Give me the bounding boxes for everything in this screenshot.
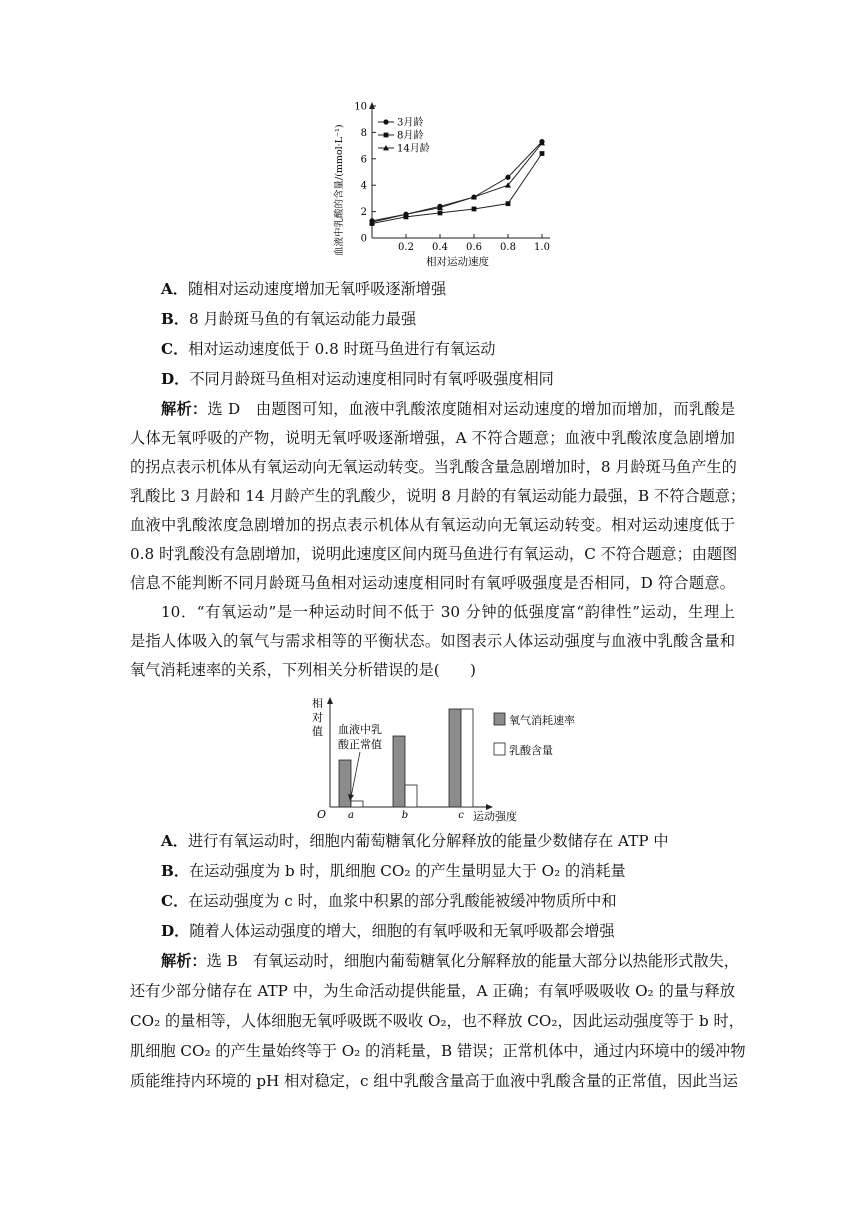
- chart2-legend-swatch: [494, 713, 505, 725]
- chart1-data-point: [472, 207, 477, 212]
- chart1-x-tick-label: 0.8: [500, 242, 516, 253]
- q9-analysis-line-3: 的拐点表示机体从有氧运动向无氧运动转变。当乳酸含量急剧增加时，8 月龄斑马鱼产生的: [130, 458, 737, 476]
- chart2-y-label: 相对值: [312, 697, 323, 738]
- chart1-data-point: [505, 175, 510, 180]
- chart1-y-tick-label: 2: [360, 207, 367, 219]
- q9-analysis-line-2: 人体无氧呼吸的产物，说明无氧呼吸逐渐增强，A 不符合题意；血液中乳酸浓度急剧增加: [130, 429, 735, 447]
- q9-option-a: A．随相对运动速度增加无氧呼吸逐渐增强: [161, 280, 447, 298]
- chart1-x-tick-label: 0.4: [432, 242, 448, 253]
- chart2-bar: [461, 709, 473, 807]
- q10-option-c: C．在运动强度为 c 时，血浆中积累的部分乳酸能被缓冲物质所中和: [161, 892, 617, 910]
- q10-analysis-line-2: 还有少部分储存在 ATP 中，为生命活动提供能量，A 正确；有氧呼吸吸收 O₂ 的量与释放: [130, 982, 735, 1000]
- chart1-legend-marker: [383, 119, 388, 124]
- chart2-legend-label: 乳酸含量: [509, 744, 553, 757]
- q10-stem-line-1: 10．“有氧运动”是一种运动时间不低于 30 分钟的低强度富“韵律性”运动，生理上: [161, 603, 735, 621]
- chart2-category-label: b: [401, 810, 409, 821]
- q10-stem-line-2: 是指人体吸入的氧气与需求相等的平衡状态。如图表示人体运动强度与血液中乳酸含量和: [130, 632, 735, 650]
- chart1-data-point: [438, 211, 443, 216]
- chart1-legend-label: 8月龄: [397, 130, 424, 142]
- q9-analysis-line-4: 乳酸比 3 月龄和 14 月龄产生的乳酸少，说明 8 月龄的有氧运动能力最强，B 不符合题意；: [130, 487, 746, 505]
- chart1-x-tick-label: 0.6: [466, 242, 482, 253]
- q9-analysis-line-6: 0.8 时乳酸没有急剧增加，说明此速度区间内斑马鱼进行有氧运动，C 不符合题意；由题图: [130, 545, 738, 563]
- chart2-x-label: 运动强度: [473, 810, 517, 823]
- q9-analysis-line-7: 信息不能判断不同月龄斑马鱼相对运动速度相同时有氧呼吸强度是否相同，D 符合题意。: [130, 574, 735, 592]
- chart2-bar: [393, 736, 405, 807]
- chart1-y-tick-label: 6: [360, 154, 367, 166]
- chart1-data-point: [540, 151, 545, 156]
- chart2-bar: [351, 801, 363, 807]
- chart2-category-label: a: [348, 810, 354, 821]
- q10-analysis-label: 解析：: [161, 952, 207, 970]
- chart1-x-tick-label: 1.0: [534, 242, 550, 253]
- chart2-bar: [339, 760, 351, 807]
- chart1-legend-label: 3月龄: [397, 117, 424, 129]
- chart1-y-tick-label: 8: [360, 127, 367, 139]
- chart2-origin: O: [317, 808, 327, 821]
- chart2-bar: [449, 709, 461, 807]
- chart1-legend-label: 14月龄: [397, 143, 430, 155]
- chart1-series-line-3: [372, 143, 542, 222]
- q9-option-c: C．相对运动速度低于 0.8 时斑马鱼进行有氧运动: [161, 340, 496, 358]
- q10-analysis-line-1: 解析：选 B 有氧运动时，细胞内葡萄糖氧化分解释放的能量大部分以热能形式散失，: [161, 952, 739, 970]
- lactate-line-chart: [330, 98, 570, 268]
- exercise-bar-chart: [308, 694, 580, 826]
- chart2-y-arrow: [327, 697, 333, 704]
- chart1-legend-marker: [384, 133, 389, 138]
- q10-stem-line-3: 氧气消耗速率的关系，下列相关分析错误的是( ): [130, 661, 476, 679]
- chart2-annotation: 血液中乳酸正常值: [338, 723, 382, 751]
- chart2-legend-swatch: [494, 743, 505, 755]
- chart2-annotation-arrow: [351, 752, 360, 797]
- q10-analysis-line-5: 质能维持内环境的 pH 相对稳定，c 组中乳酸含量高于血液中乳酸含量的正常值，因此当运: [130, 1072, 738, 1090]
- q9-option-b: B．8 月龄斑马鱼的有氧运动能力最强: [161, 310, 417, 328]
- q10-analysis-line-3: CO₂ 的量相等，人体细胞无氧呼吸既不吸收 O₂，也不释放 CO₂，因此运动强度等于 b 时，: [130, 1012, 744, 1030]
- q9-analysis-line-1: 解析：选 D 由题图可知，血液中乳酸浓度随相对运动速度的增加而增加，而乳酸是: [161, 400, 736, 418]
- chart1-data-point: [506, 201, 511, 206]
- q9-option-d: D．不同月龄斑马鱼相对运动速度相同时有氧呼吸强度相同: [161, 370, 554, 388]
- chart2-legend-label: 氧气消耗速率: [509, 714, 575, 727]
- q10-option-b: B．在运动强度为 b 时，肌细胞 CO₂ 的产生量明显大于 O₂ 的消耗量: [161, 862, 626, 880]
- chart1-y-tick-label: 10: [354, 101, 367, 113]
- q9-analysis-line-5: 血液中乳酸浓度急剧增加的拐点表示机体从有氧运动向无氧运动转变。相对运动速度低于: [130, 516, 735, 534]
- chart1-series-line-2: [372, 154, 542, 224]
- chart2-category-label: c: [458, 810, 464, 821]
- q10-option-d: D．随着人体运动强度的增大，细胞的有氧呼吸和无氧呼吸都会增强: [161, 922, 615, 940]
- chart1-y-tick-label: 0: [360, 233, 367, 245]
- chart2-bar: [405, 785, 417, 807]
- q10-analysis-line-4: 肌细胞 CO₂ 的产生量始终等于 O₂ 的消耗量，B 错误；正常机体中，通过内环境中的缓冲物: [130, 1042, 746, 1060]
- chart1-y-label: 血液中乳酸的含量/(mmol·L⁻¹): [334, 124, 345, 256]
- chart1-y-tick-label: 4: [360, 180, 367, 192]
- q9-analysis-label: 解析：: [161, 400, 208, 418]
- chart1-x-label: 相对运动速度: [426, 256, 489, 268]
- q10-option-a: A．进行有氧运动时，细胞内葡萄糖氧化分解释放的能量少数储存在 ATP 中: [161, 832, 669, 850]
- chart1-x-tick-label: 0.2: [398, 242, 414, 253]
